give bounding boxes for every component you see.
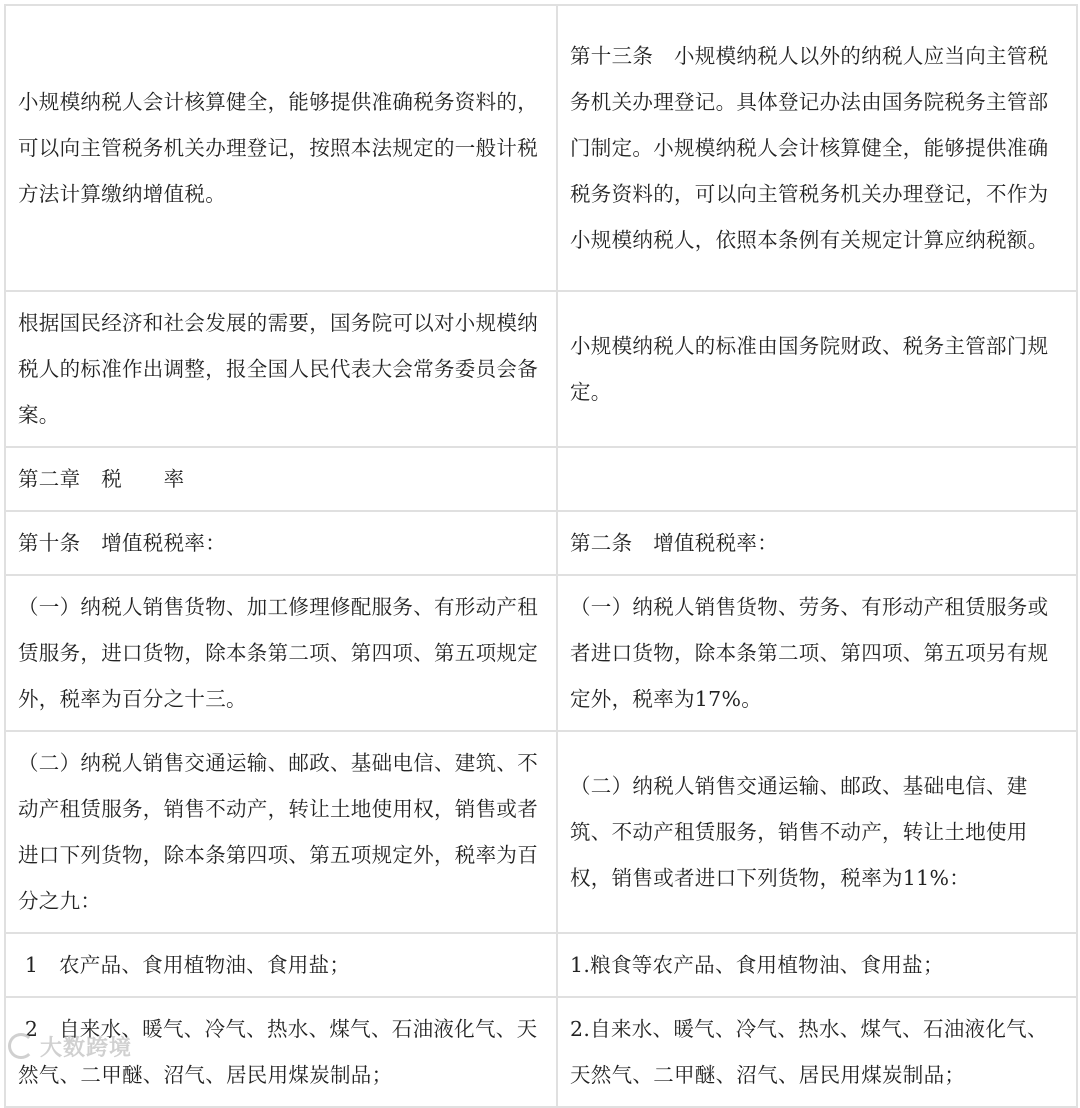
table-row xyxy=(5,997,1077,1107)
old-regulation-cell: 小规模纳税人的标准由国务院财政、税务主管部门规定。 xyxy=(557,291,1077,447)
comparison-table xyxy=(4,4,1078,1108)
table-row xyxy=(5,5,1077,291)
table-row xyxy=(5,511,1077,575)
chapter-heading-cell: 第二章 税 率 xyxy=(5,447,557,511)
new-law-cell: （一）纳税人销售货物、加工修理修配服务、有形动产租赁服务，进口货物，除本条第二项、第四项、第五项规定外，税率为百分之十三。 xyxy=(5,575,557,731)
old-regulation-cell: 2.自来水、暖气、冷气、热水、煤气、石油液化气、天然气、二甲醚、沼气、居民用煤炭制品； xyxy=(557,997,1077,1107)
new-law-cell: 小规模纳税人会计核算健全，能够提供准确税务资料的，可以向主管税务机关办理登记，按照本法规定的一般计税方法计算缴纳增值税。 xyxy=(5,5,557,291)
new-law-cell: （二）纳税人销售交通运输、邮政、基础电信、建筑、不动产租赁服务，销售不动产，转让土地使用权，销售或者进口下列货物，除本条第四项、第五项规定外，税率为百分之九： xyxy=(5,731,557,933)
old-regulation-cell: 1.粮食等农产品、食用植物油、食用盐； xyxy=(557,933,1077,997)
new-law-cell: 2 自来水、暖气、冷气、热水、煤气、石油液化气、天然气、二甲醚、沼气、居民用煤炭制品； xyxy=(5,997,557,1107)
old-regulation-cell: 第二条 增值税税率： xyxy=(557,511,1077,575)
old-regulation-cell: 第十三条 小规模纳税人以外的纳税人应当向主管税务机关办理登记。具体登记办法由国务院税务主管部门制定。小规模纳税人会计核算健全，能够提供准确税务资料的，可以向主管税务机关办理登记，不作为小规模纳税人，依照本条例有关规定计算应纳税额。 xyxy=(557,5,1077,291)
watermark xyxy=(8,1026,132,1066)
old-regulation-cell: （一）纳税人销售货物、劳务、有形动产租赁服务或者进口货物，除本条第二项、第四项、第五项另有规定外，税率为17%。 xyxy=(557,575,1077,731)
new-law-cell: 根据国民经济和社会发展的需要，国务院可以对小规模纳税人的标准作出调整，报全国人民代表大会常务委员会备案。 xyxy=(5,291,557,447)
table-row xyxy=(5,291,1077,447)
watermark-text: 大数跨境 xyxy=(40,1035,133,1061)
empty-cell xyxy=(557,447,1077,511)
table-row xyxy=(5,575,1077,731)
table-row xyxy=(5,933,1077,997)
brand-logo-icon xyxy=(8,1033,34,1059)
old-regulation-cell: （二）纳税人销售交通运输、邮政、基础电信、建筑、不动产租赁服务，销售不动产，转让土地使用权，销售或者进口下列货物，税率为11%： xyxy=(557,731,1077,933)
new-law-cell: 第十条 增值税税率： xyxy=(5,511,557,575)
table-row xyxy=(5,447,1077,511)
table-row xyxy=(5,731,1077,933)
new-law-cell: 1 农产品、食用植物油、食用盐； xyxy=(5,933,557,997)
